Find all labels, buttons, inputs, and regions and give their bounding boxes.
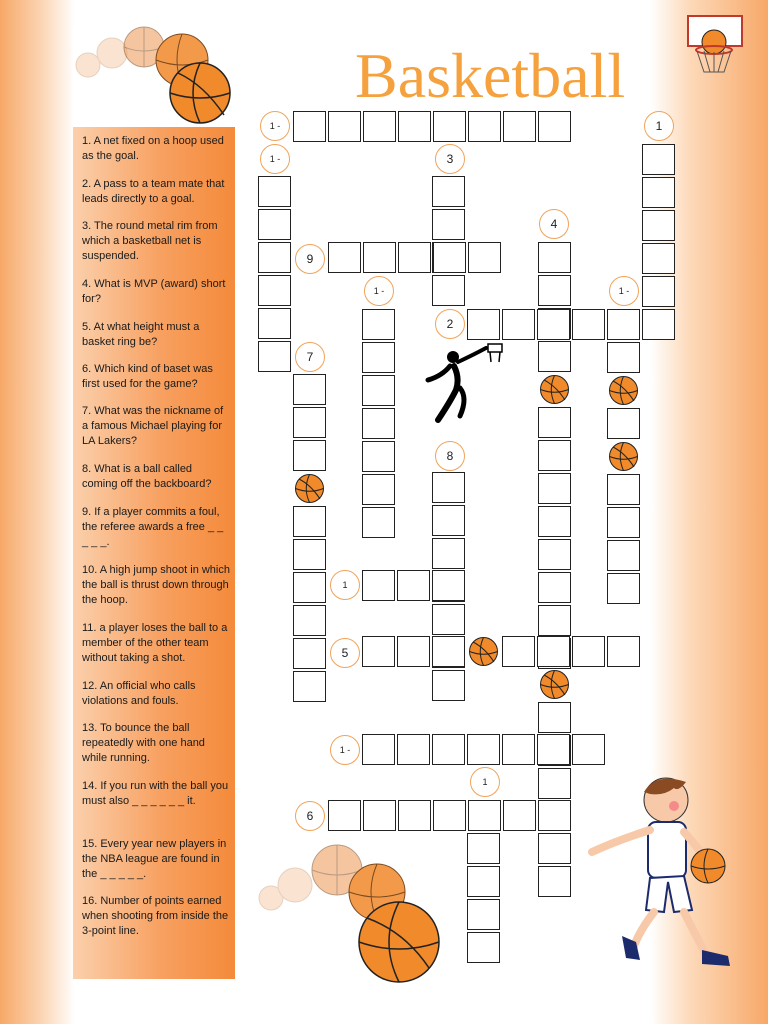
clue-number-marker: 1 -	[609, 276, 639, 306]
crossword-cell[interactable]	[607, 540, 640, 571]
crossword-cell[interactable]	[432, 505, 465, 536]
clue-number-marker: 2	[435, 309, 465, 339]
crossword-cell[interactable]	[293, 506, 326, 537]
crossword-cell[interactable]	[642, 276, 675, 307]
crossword-cell[interactable]	[293, 407, 326, 438]
crossword-cell[interactable]	[538, 407, 571, 438]
crossword-cell[interactable]	[258, 341, 291, 372]
crossword-cell[interactable]	[433, 800, 466, 831]
crossword-cell[interactable]	[537, 734, 570, 765]
crossword-cell[interactable]	[293, 572, 326, 603]
clue-number-marker: 1 -	[260, 144, 290, 174]
basketball-icon	[467, 636, 500, 667]
crossword-cell[interactable]	[432, 209, 465, 240]
crossword-cell[interactable]	[362, 570, 395, 601]
crossword-cell[interactable]	[363, 242, 396, 273]
crossword-cell[interactable]	[538, 275, 571, 306]
crossword-cell[interactable]	[607, 573, 640, 604]
crossword-cell[interactable]	[468, 242, 501, 273]
crossword-cell[interactable]	[572, 309, 605, 340]
basketball-hoop-icon	[684, 14, 746, 76]
crossword-cell[interactable]	[642, 144, 675, 175]
dribbling-boy-illustration	[578, 770, 738, 980]
basketball-icon-cluster-top	[74, 25, 244, 125]
crossword-cell[interactable]	[293, 440, 326, 471]
clue-14: 14. If you run with the ball you must also _ _ _ _ _ _ it.	[82, 780, 229, 807]
clue-number-marker: 9	[295, 244, 325, 274]
crossword-cell[interactable]	[538, 572, 571, 603]
crossword-cell[interactable]	[432, 176, 465, 207]
crossword-cell[interactable]	[538, 473, 571, 504]
crossword-cell[interactable]	[432, 472, 465, 503]
clue-2: 2. A pass to a team mate that leads directly to a goal.	[82, 178, 225, 205]
crossword-cell[interactable]	[538, 605, 571, 636]
basketball-icon	[607, 441, 640, 472]
clue-number-marker: 4	[539, 209, 569, 239]
basketball-icon-cluster-bottom	[255, 840, 445, 985]
crossword-cell[interactable]	[537, 636, 570, 667]
crossword-cell[interactable]	[538, 539, 571, 570]
crossword-cell[interactable]	[503, 111, 536, 142]
crossword-cell-ball[interactable]	[538, 669, 571, 700]
clue-number-marker: 1 -	[330, 735, 360, 765]
crossword-cell[interactable]	[467, 932, 500, 963]
crossword-cell[interactable]	[607, 636, 640, 667]
crossword-cell[interactable]	[398, 242, 431, 273]
crossword-cell[interactable]	[362, 309, 395, 340]
crossword-cell[interactable]	[432, 734, 465, 765]
crossword-cell[interactable]	[538, 111, 571, 142]
crossword-cell[interactable]	[328, 800, 361, 831]
clue-6: 6. Which kind of baset was first used for the game?	[82, 363, 213, 390]
clue-number-marker: 6	[295, 801, 325, 831]
crossword-cell[interactable]	[502, 734, 535, 765]
basketball-icon	[538, 374, 571, 405]
clue-4: 4. What is MVP (award) short for?	[82, 278, 226, 305]
clue-9: 9. If a player commits a foul, the referee awards a free _ _ _ _ _.	[82, 506, 224, 548]
clue-number-marker: 5	[330, 638, 360, 668]
crossword-cell[interactable]	[433, 242, 466, 273]
crossword-cell-ball[interactable]	[467, 636, 500, 667]
crossword-cell[interactable]	[328, 242, 361, 273]
crossword-cell[interactable]	[607, 342, 640, 373]
crossword-cell[interactable]	[432, 636, 465, 667]
crossword-cell[interactable]	[398, 800, 431, 831]
crossword-cell[interactable]	[642, 309, 675, 340]
clue-number-marker: 1	[470, 767, 500, 797]
page-title: Basketball	[355, 40, 626, 111]
crossword-cell[interactable]	[362, 507, 395, 538]
crossword-cell[interactable]	[362, 342, 395, 373]
clue-number-marker: 1	[644, 111, 674, 141]
crossword-cell[interactable]	[258, 176, 291, 207]
crossword-cell[interactable]	[258, 209, 291, 240]
clue-11: 11. a player loses the ball to a member of the other team without taking a shot.	[82, 622, 228, 664]
crossword-cell[interactable]	[538, 506, 571, 537]
clue-12: 12. An official who calls violations and fouls.	[82, 680, 196, 707]
crossword-cell[interactable]	[397, 570, 430, 601]
crossword-cell-ball[interactable]	[293, 473, 326, 504]
crossword-cell[interactable]	[607, 408, 640, 439]
basketball-player-icon	[420, 340, 510, 430]
crossword-cell[interactable]	[362, 408, 395, 439]
crossword-cell[interactable]	[362, 734, 395, 765]
crossword-cell[interactable]	[503, 800, 536, 831]
clue-15: 15. Every year new players in the NBA league are found in the _ _ _ _ _.	[82, 838, 227, 880]
crossword-cell[interactable]	[293, 671, 326, 702]
crossword-cell-ball[interactable]	[607, 375, 640, 406]
crossword-cell[interactable]	[432, 570, 465, 601]
clue-number-marker: 8	[435, 441, 465, 471]
clue-3: 3. The round metal rim from which a basketball net is suspended.	[82, 220, 218, 262]
clue-number-marker: 3	[435, 144, 465, 174]
crossword-cell[interactable]	[538, 866, 571, 897]
crossword-cell[interactable]	[363, 111, 396, 142]
crossword-cell[interactable]	[502, 636, 535, 667]
clue-8: 8. What is a ball called coming off the backboard?	[82, 463, 212, 490]
crossword-cell[interactable]	[433, 111, 466, 142]
crossword-cell[interactable]	[362, 474, 395, 505]
crossword-cell[interactable]	[538, 440, 571, 471]
crossword-cell[interactable]	[397, 636, 430, 667]
crossword-cell[interactable]	[293, 605, 326, 636]
crossword-cell[interactable]	[293, 374, 326, 405]
crossword-cell[interactable]	[398, 111, 431, 142]
crossword-cell[interactable]	[538, 768, 571, 799]
crossword-cell[interactable]	[642, 177, 675, 208]
crossword-cell[interactable]	[607, 474, 640, 505]
crossword-cell[interactable]	[467, 309, 500, 340]
crossword-cell[interactable]	[607, 507, 640, 538]
clue-13: 13. To bounce the ball repeatedly with one hand while running.	[82, 722, 205, 764]
crossword-cell[interactable]	[258, 242, 291, 273]
crossword-cell[interactable]	[362, 441, 395, 472]
basketball-icon	[293, 473, 326, 504]
clue-number-marker: 1 -	[364, 276, 394, 306]
crossword-cell[interactable]	[467, 899, 500, 930]
crossword-cell[interactable]	[538, 242, 571, 273]
crossword-cell-ball[interactable]	[538, 374, 571, 405]
crossword-cell[interactable]	[572, 636, 605, 667]
crossword-cell[interactable]	[642, 243, 675, 274]
clue-number-marker: 1 -	[260, 111, 290, 141]
crossword-cell[interactable]	[432, 604, 465, 635]
clue-1: 1. A net fixed on a hoop used as the goal.	[82, 135, 224, 162]
crossword-cell[interactable]	[468, 111, 501, 142]
crossword-cell[interactable]	[607, 309, 640, 340]
crossword-cell[interactable]	[538, 833, 571, 864]
basketball-icon	[607, 375, 640, 406]
clue-10: 10. A high jump shoot in which the ball is thrust down through the hoop.	[82, 564, 230, 606]
crossword-cell[interactable]	[537, 309, 570, 340]
clue-number-marker: 1	[330, 570, 360, 600]
clue-number-marker: 7	[295, 342, 325, 372]
crossword-cell-ball[interactable]	[607, 441, 640, 472]
crossword-cell[interactable]	[328, 111, 361, 142]
crossword-cell[interactable]	[432, 275, 465, 306]
crossword-cell[interactable]	[432, 670, 465, 701]
crossword-cell[interactable]	[502, 309, 535, 340]
crossword-cell[interactable]	[397, 734, 430, 765]
clue-5: 5. At what height must a basket ring be?	[82, 321, 200, 348]
crossword-cell[interactable]	[363, 800, 396, 831]
crossword-cell[interactable]	[467, 833, 500, 864]
crossword-cell[interactable]	[432, 538, 465, 569]
crossword-cell[interactable]	[293, 111, 326, 142]
crossword-cell[interactable]	[642, 210, 675, 241]
crossword-cell[interactable]	[362, 375, 395, 406]
crossword-cell[interactable]	[467, 866, 500, 897]
clue-7: 7. What was the nickname of a famous Michael playing for LA Lakers?	[82, 405, 224, 447]
crossword-cell[interactable]	[362, 636, 395, 667]
crossword-cell[interactable]	[293, 539, 326, 570]
crossword-cell[interactable]	[467, 734, 500, 765]
crossword-cell[interactable]	[258, 308, 291, 339]
clue-16: 16. Number of points earned when shooting from inside the 3-point line.	[82, 895, 229, 937]
basketball-icon	[538, 669, 571, 700]
crossword-cell[interactable]	[538, 800, 571, 831]
crossword-cell[interactable]	[572, 734, 605, 765]
crossword-cell[interactable]	[468, 800, 501, 831]
crossword-cell[interactable]	[538, 702, 571, 733]
crossword-cell[interactable]	[538, 341, 571, 372]
crossword-cell[interactable]	[258, 275, 291, 306]
crossword-cell[interactable]	[293, 638, 326, 669]
